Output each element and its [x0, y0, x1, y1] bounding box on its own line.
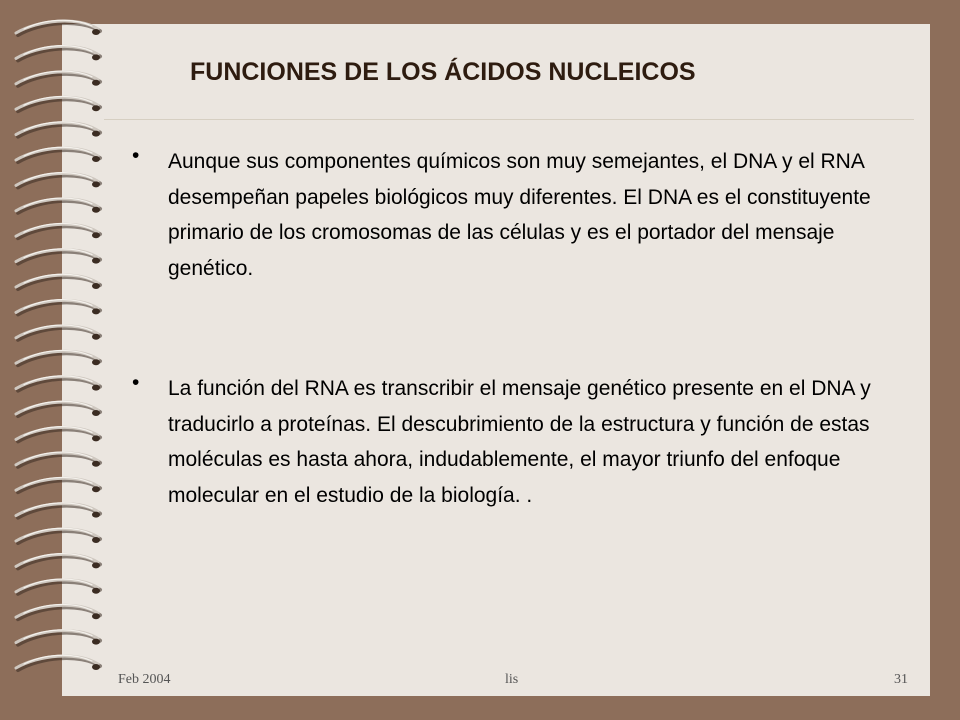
bullet-text-2: La función del RNA es transcribir el mensaje genético presente en el DNA y traducirlo a proteínas. El descubrimiento de la estructura y función de estas moléculas es hasta ahora, indudablemente, el mayor triunfo del enfoque molecular en el estudio de la biología. . — [168, 377, 871, 507]
slide-title: FUNCIONES DE LOS ÁCIDOS NUCLEICOS — [190, 58, 696, 86]
bullet-text-1: Aunque sus componentes químicos son muy semejantes, el DNA y el RNA desempeñan papeles biológicos muy diferentes. El DNA es el constituyente primario de los cromosomas de las células y es el portador del mensaje genético. — [168, 150, 871, 280]
bullet-marker: • — [132, 144, 140, 167]
slide-number: 31 — [894, 672, 908, 687]
footer-date: Feb 2004 — [118, 672, 171, 687]
slide-page — [62, 24, 930, 696]
footer-center-text: lis — [505, 672, 519, 687]
title-divider — [104, 119, 914, 120]
bullet-marker: • — [132, 371, 140, 394]
